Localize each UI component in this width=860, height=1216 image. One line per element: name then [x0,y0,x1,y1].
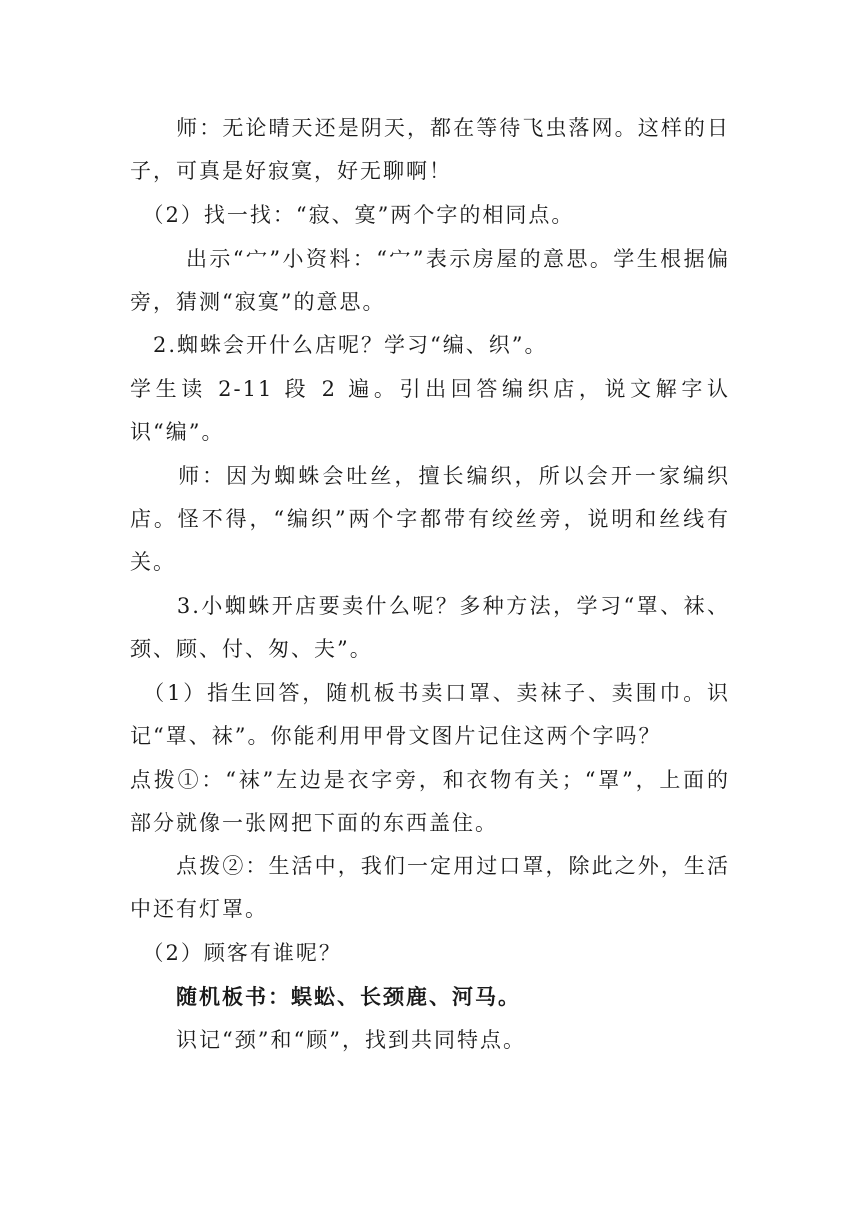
paragraph-spider-shop: 2.蜘蛛会开什么店呢？学习“编、织”。 [130,333,548,357]
paragraph-board-writing: 随机板书：蜈蚣、长颈鹿、河马。 [130,984,521,1009]
paragraph-teacher-lonely: 师：无论晴天还是阴天，都在等待飞虫落网。这样的日子，可真是好寂寞，好无聊啊！ [130,116,730,183]
paragraph-customers: （2）顾客有谁呢？ [130,941,342,965]
paragraph-read-aloud: 学生读 2-11 段 2 遍。引出回答编织店，说文解字认识“编”。 [130,377,730,444]
paragraph-hint-one: 点拨①：“袜”左边是衣字旁，和衣物有关；“罩”，上面的部分就像一张网把下面的东西盖住。 [130,768,730,835]
paragraph-hint-two: 点拨②：生活中，我们一定用过口罩，除此之外，生活中还有灯罩。 [130,854,730,921]
paragraph-find-common: （2）找一找：“寂、寞”两个字的相同点。 [130,203,575,227]
paragraph-answer-masks: （1）指生回答，随机板书卖口罩、卖袜子、卖围巾。识记“罩、袜”。你能利用甲骨文图片记住这两个字吗？ [130,681,730,748]
paragraph-recognize-chars: 识记“颈”和“顾”，找到共同特点。 [130,1028,526,1052]
paragraph-what-to-sell: 3.小蜘蛛开店要卖什么呢？多种方法，学习“罩、袜、颈、顾、付、匆、夫”。 [130,594,730,661]
paragraph-roof-radical: 出示“宀”小资料：“宀”表示房屋的意思。学生根据偏旁，猜测“寂寞”的意思。 [130,247,730,314]
paragraph-teacher-knit: 师：因为蜘蛛会吐丝，擅长编织，所以会开一家编织店。怪不得，“编织”两个字都带有绞丝旁，说明和丝线有关。 [130,464,730,574]
